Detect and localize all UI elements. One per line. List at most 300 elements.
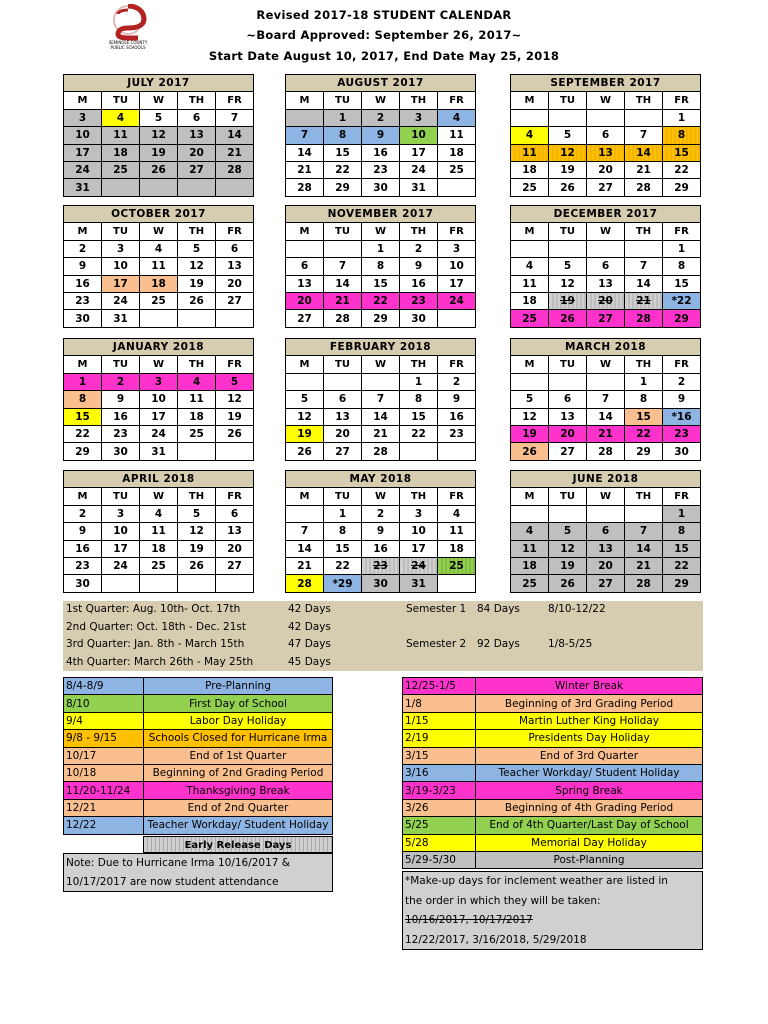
- legend-label: End of 1st Quarter: [144, 747, 333, 764]
- month-title: MARCH 2018: [511, 339, 701, 356]
- legend-date: 3/26: [403, 799, 476, 816]
- day-cell: 11: [438, 127, 476, 144]
- legend-row: [403, 851, 703, 868]
- day-cell: 15: [663, 540, 701, 557]
- makeup-note-line1: *Make-up days for inclement weather are listed in: [405, 875, 668, 887]
- day-cell: 15: [64, 408, 102, 425]
- day-header: TU: [549, 92, 587, 109]
- day-cell: 4: [140, 240, 178, 257]
- day-header: W: [140, 356, 178, 373]
- day-cell: 17: [64, 144, 102, 161]
- day-cell: 24: [400, 557, 438, 574]
- legend-row: [64, 782, 333, 799]
- legend-label: End of 3rd Quarter: [476, 747, 703, 764]
- legend-row: [64, 712, 333, 729]
- day-cell: 28: [625, 179, 663, 196]
- day-cell: 19: [140, 144, 178, 161]
- legend-label: Martin Luther King Holiday: [476, 712, 703, 729]
- day-cell: 19: [178, 275, 216, 292]
- day-cell: 16: [64, 540, 102, 557]
- legend-row: [403, 764, 703, 781]
- day-cell: 21: [286, 161, 324, 178]
- legend-date: 10/18: [64, 764, 144, 781]
- day-cell: 18: [511, 161, 549, 178]
- day-header: M: [286, 356, 324, 373]
- day-cell: 23: [102, 425, 140, 442]
- month-title: APRIL 2018: [64, 471, 254, 488]
- day-cell: 10: [140, 391, 178, 408]
- day-header: FR: [216, 488, 254, 505]
- day-cell: [102, 179, 140, 196]
- day-cell: 11: [438, 523, 476, 540]
- hurricane-note-line2: 10/17/2017 are now student attendance: [66, 876, 279, 888]
- day-cell: 30: [64, 310, 102, 327]
- day-cell: 27: [549, 443, 587, 460]
- month-title: JANUARY 2018: [64, 339, 254, 356]
- day-cell: 12: [549, 144, 587, 161]
- day-cell: 31: [64, 179, 102, 196]
- legend-row: [403, 799, 703, 816]
- month-december-2017: [510, 205, 701, 328]
- day-cell: 20: [216, 275, 254, 292]
- day-cell: 6: [324, 391, 362, 408]
- day-cell: [362, 373, 400, 390]
- day-cell: 28: [587, 443, 625, 460]
- day-cell: [511, 505, 549, 522]
- day-cell: 2: [438, 373, 476, 390]
- day-cell: 6: [587, 258, 625, 275]
- day-cell: [178, 575, 216, 592]
- day-cell: [286, 240, 324, 257]
- day-cell: 22: [324, 557, 362, 574]
- day-cell: 31: [140, 443, 178, 460]
- day-header: TH: [178, 92, 216, 109]
- day-header: FR: [438, 92, 476, 109]
- day-cell: 1: [400, 373, 438, 390]
- day-cell: 4: [102, 109, 140, 126]
- day-cell: 13: [587, 540, 625, 557]
- day-header: TH: [400, 92, 438, 109]
- month-title: MAY 2018: [286, 471, 476, 488]
- day-cell: [438, 443, 476, 460]
- day-cell: 17: [400, 540, 438, 557]
- day-header: M: [511, 223, 549, 240]
- day-cell: 5: [178, 240, 216, 257]
- calendar-title: Revised 2017-18 STUDENT CALENDAR: [256, 8, 512, 22]
- legend-date: 5/29-5/30: [403, 851, 476, 868]
- day-cell: 20: [216, 540, 254, 557]
- legend-label: Beginning of 3rd Grading Period: [476, 695, 703, 712]
- day-cell: 21: [362, 425, 400, 442]
- day-cell: 13: [549, 408, 587, 425]
- day-cell: 5: [286, 391, 324, 408]
- day-cell: 24: [102, 292, 140, 309]
- day-cell: 23: [663, 425, 701, 442]
- day-header: TU: [549, 223, 587, 240]
- day-cell: 30: [362, 575, 400, 592]
- day-cell: 11: [511, 144, 549, 161]
- day-cell: 19: [216, 408, 254, 425]
- day-header: FR: [438, 223, 476, 240]
- early-release-days: Early Release Days: [143, 836, 333, 853]
- day-header: TH: [400, 223, 438, 240]
- day-cell: [625, 240, 663, 257]
- day-cell: [549, 505, 587, 522]
- day-cell: 6: [286, 258, 324, 275]
- legend-row: [64, 730, 333, 747]
- day-cell: 5: [216, 373, 254, 390]
- month-title: AUGUST 2017: [286, 75, 476, 92]
- day-cell: 7: [286, 127, 324, 144]
- day-cell: 26: [286, 443, 324, 460]
- q2-days: 42 Days: [288, 620, 331, 633]
- legend-date: 3/15: [403, 747, 476, 764]
- day-cell: 17: [400, 144, 438, 161]
- day-cell: 25: [102, 161, 140, 178]
- day-cell: 6: [587, 523, 625, 540]
- legend-date: 9/4: [64, 712, 144, 729]
- day-cell: 9: [64, 258, 102, 275]
- day-cell: 8: [324, 127, 362, 144]
- day-header: M: [511, 356, 549, 373]
- day-cell: 29: [324, 179, 362, 196]
- day-cell: 16: [438, 408, 476, 425]
- day-cell: 10: [438, 258, 476, 275]
- day-cell: 5: [549, 127, 587, 144]
- day-cell: [216, 310, 254, 327]
- day-header: FR: [663, 488, 701, 505]
- legend-date: 8/4-8/9: [64, 678, 144, 695]
- day-header: M: [286, 92, 324, 109]
- legend-row: [64, 817, 333, 834]
- day-header: M: [64, 488, 102, 505]
- day-cell: 3: [140, 373, 178, 390]
- day-cell: [625, 505, 663, 522]
- legend-row: [64, 678, 333, 695]
- legend-date: 8/10: [64, 695, 144, 712]
- day-cell: 21: [286, 557, 324, 574]
- day-header: FR: [438, 356, 476, 373]
- day-cell: 6: [178, 109, 216, 126]
- day-cell: 20: [587, 557, 625, 574]
- day-cell: 23: [64, 557, 102, 574]
- q3-label: 3rd Quarter: Jan. 8th - March 15th: [66, 638, 245, 650]
- day-cell: [324, 240, 362, 257]
- day-cell: 7: [286, 523, 324, 540]
- day-cell: 3: [102, 240, 140, 257]
- day-cell: 8: [64, 391, 102, 408]
- day-cell: [587, 373, 625, 390]
- legend-left: [63, 677, 333, 835]
- day-cell: 14: [625, 275, 663, 292]
- day-cell: 4: [511, 258, 549, 275]
- month-january-2018: [63, 338, 254, 461]
- day-cell: 21: [324, 292, 362, 309]
- day-header: TU: [549, 356, 587, 373]
- semester1-label: Semester 1: [406, 603, 467, 615]
- day-cell: 30: [663, 443, 701, 460]
- day-cell: 11: [511, 540, 549, 557]
- day-header: TU: [549, 488, 587, 505]
- day-cell: 10: [64, 127, 102, 144]
- day-cell: 14: [625, 540, 663, 557]
- day-header: FR: [216, 223, 254, 240]
- legend-label: Thanksgiving Break: [144, 782, 333, 799]
- legend-label: Labor Day Holiday: [144, 712, 333, 729]
- day-cell: [178, 179, 216, 196]
- day-cell: 20: [587, 292, 625, 309]
- day-cell: 9: [438, 391, 476, 408]
- day-cell: 25: [140, 557, 178, 574]
- day-cell: 1: [663, 109, 701, 126]
- day-cell: 29: [663, 179, 701, 196]
- legend-row: [64, 695, 333, 712]
- day-cell: 26: [511, 443, 549, 460]
- day-cell: 18: [178, 408, 216, 425]
- day-header: TH: [625, 488, 663, 505]
- month-july-2017: [63, 74, 254, 197]
- day-cell: 24: [400, 161, 438, 178]
- legend-date: 5/28: [403, 834, 476, 851]
- q1-label: 1st Quarter: Aug. 10th- Oct. 17th: [66, 603, 241, 615]
- day-cell: 9: [362, 523, 400, 540]
- day-cell: 27: [216, 557, 254, 574]
- day-header: TH: [178, 488, 216, 505]
- day-header: TU: [324, 223, 362, 240]
- semester2-days: 92 Days: [477, 638, 520, 650]
- day-cell: [511, 240, 549, 257]
- day-cell: 31: [400, 179, 438, 196]
- day-cell: 14: [362, 408, 400, 425]
- day-cell: 19: [286, 425, 324, 442]
- day-cell: 25: [178, 425, 216, 442]
- day-cell: 22: [625, 425, 663, 442]
- day-cell: 16: [64, 275, 102, 292]
- day-cell: 28: [286, 575, 324, 592]
- day-cell: 22: [663, 161, 701, 178]
- svg-text:PUBLIC SCHOOLS: PUBLIC SCHOOLS: [110, 45, 146, 50]
- day-cell: 15: [400, 408, 438, 425]
- legend-label: First Day of School: [144, 695, 333, 712]
- day-cell: 16: [102, 408, 140, 425]
- day-cell: 28: [362, 443, 400, 460]
- day-cell: 18: [511, 557, 549, 574]
- day-cell: 22: [64, 425, 102, 442]
- day-cell: 5: [511, 391, 549, 408]
- day-cell: 6: [587, 127, 625, 144]
- semester1-days: 84 Days: [477, 603, 520, 615]
- day-cell: 8: [324, 523, 362, 540]
- day-cell: 8: [663, 258, 701, 275]
- day-cell: 17: [438, 275, 476, 292]
- day-cell: 21: [587, 425, 625, 442]
- day-cell: 13: [324, 408, 362, 425]
- day-header: W: [587, 223, 625, 240]
- day-header: M: [64, 92, 102, 109]
- day-cell: [438, 179, 476, 196]
- day-cell: 14: [587, 408, 625, 425]
- day-cell: [549, 109, 587, 126]
- day-cell: 21: [625, 292, 663, 309]
- day-cell: 26: [549, 179, 587, 196]
- day-cell: 18: [438, 540, 476, 557]
- day-cell: 23: [438, 425, 476, 442]
- day-header: FR: [216, 356, 254, 373]
- day-header: TH: [625, 356, 663, 373]
- day-cell: 2: [102, 373, 140, 390]
- day-header: TH: [625, 223, 663, 240]
- legend-date: 2/19: [403, 730, 476, 747]
- day-cell: 25: [511, 179, 549, 196]
- day-cell: 7: [362, 391, 400, 408]
- day-cell: [216, 575, 254, 592]
- hurricane-note-line1: Note: Due to Hurricane Irma 10/16/2017 &: [66, 857, 290, 869]
- day-cell: 7: [324, 258, 362, 275]
- day-cell: 25: [438, 161, 476, 178]
- day-cell: 28: [216, 161, 254, 178]
- day-cell: [140, 310, 178, 327]
- makeup-note-struck: 10/16/2017, 10/17/2017: [405, 914, 533, 926]
- day-cell: 10: [400, 127, 438, 144]
- day-cell: 2: [400, 240, 438, 257]
- day-cell: 12: [216, 391, 254, 408]
- legend-label: Spring Break: [476, 782, 703, 799]
- day-header: FR: [663, 92, 701, 109]
- day-header: FR: [663, 356, 701, 373]
- day-cell: 30: [102, 443, 140, 460]
- day-cell: 16: [362, 144, 400, 161]
- legend-row: [403, 695, 703, 712]
- legend-date: 12/22: [64, 817, 144, 834]
- day-cell: *16: [663, 408, 701, 425]
- day-cell: [324, 373, 362, 390]
- month-title: DECEMBER 2017: [511, 206, 701, 223]
- day-cell: 14: [324, 275, 362, 292]
- month-march-2018: [510, 338, 701, 461]
- day-cell: 19: [549, 557, 587, 574]
- day-header: TU: [102, 356, 140, 373]
- day-cell: 24: [140, 425, 178, 442]
- day-cell: 2: [64, 240, 102, 257]
- semester1-range: 8/10-12/22: [548, 603, 606, 615]
- day-cell: 30: [400, 310, 438, 327]
- day-cell: 25: [511, 575, 549, 592]
- day-cell: 3: [102, 505, 140, 522]
- board-approved-line: ~Board Approved: September 26, 2017~: [246, 28, 522, 42]
- day-cell: 7: [587, 391, 625, 408]
- day-cell: 16: [362, 540, 400, 557]
- day-cell: 19: [549, 161, 587, 178]
- day-header: TH: [178, 223, 216, 240]
- legend-date: 11/20-11/24: [64, 782, 144, 799]
- day-cell: 12: [140, 127, 178, 144]
- legend-label: Teacher Workday/ Student Holiday: [144, 817, 333, 834]
- day-cell: 7: [216, 109, 254, 126]
- day-cell: [438, 575, 476, 592]
- day-cell: [400, 443, 438, 460]
- day-cell: [625, 109, 663, 126]
- legend-label: End of 4th Quarter/Last Day of School: [476, 817, 703, 834]
- legend-row: [403, 834, 703, 851]
- day-cell: 28: [625, 575, 663, 592]
- month-title: NOVEMBER 2017: [286, 206, 476, 223]
- day-cell: 29: [362, 310, 400, 327]
- month-october-2017: [63, 205, 254, 328]
- day-header: W: [140, 92, 178, 109]
- day-cell: 26: [549, 310, 587, 327]
- day-cell: 24: [438, 292, 476, 309]
- day-cell: 8: [663, 523, 701, 540]
- day-cell: 7: [625, 127, 663, 144]
- day-header: M: [64, 356, 102, 373]
- day-cell: 18: [140, 540, 178, 557]
- day-cell: [438, 310, 476, 327]
- day-cell: 20: [324, 425, 362, 442]
- legend-row: [403, 782, 703, 799]
- day-cell: 21: [216, 144, 254, 161]
- day-cell: 14: [286, 144, 324, 161]
- month-june-2018: [510, 470, 701, 593]
- day-cell: 21: [625, 161, 663, 178]
- day-cell: 7: [625, 523, 663, 540]
- day-cell: [549, 373, 587, 390]
- month-april-2018: [63, 470, 254, 593]
- day-cell: [587, 240, 625, 257]
- day-cell: 4: [140, 505, 178, 522]
- day-cell: 1: [663, 240, 701, 257]
- legend-row: [403, 678, 703, 695]
- day-header: W: [362, 356, 400, 373]
- q1-days: 42 Days: [288, 603, 331, 615]
- makeup-note-line4: 12/22/2017, 3/16/2018, 5/29/2018: [405, 933, 587, 946]
- day-header: M: [286, 488, 324, 505]
- day-header: FR: [663, 223, 701, 240]
- month-august-2017: [285, 74, 476, 197]
- day-cell: 2: [64, 505, 102, 522]
- hurricane-note: [63, 853, 333, 892]
- day-cell: 6: [216, 240, 254, 257]
- day-header: W: [140, 223, 178, 240]
- legend-date: 3/16: [403, 764, 476, 781]
- day-cell: 20: [549, 425, 587, 442]
- day-cell: 19: [511, 425, 549, 442]
- day-header: TH: [400, 356, 438, 373]
- legend-date: 12/21: [64, 799, 144, 816]
- day-cell: 27: [286, 310, 324, 327]
- day-cell: [216, 443, 254, 460]
- day-cell: 6: [549, 391, 587, 408]
- legend-row: [403, 747, 703, 764]
- day-cell: [511, 373, 549, 390]
- day-cell: 13: [216, 523, 254, 540]
- day-cell: [216, 179, 254, 196]
- day-cell: *22: [663, 292, 701, 309]
- day-cell: 18: [438, 144, 476, 161]
- legend-row: [403, 817, 703, 834]
- day-header: M: [64, 223, 102, 240]
- day-cell: 12: [178, 258, 216, 275]
- day-cell: 27: [587, 575, 625, 592]
- svg-text:SEMINOLE COUNTY: SEMINOLE COUNTY: [108, 40, 148, 45]
- day-cell: 15: [362, 275, 400, 292]
- day-cell: 4: [438, 109, 476, 126]
- day-cell: 24: [64, 161, 102, 178]
- legend-date: 1/15: [403, 712, 476, 729]
- day-header: TU: [324, 356, 362, 373]
- day-header: W: [362, 92, 400, 109]
- day-cell: [511, 109, 549, 126]
- day-cell: 17: [102, 275, 140, 292]
